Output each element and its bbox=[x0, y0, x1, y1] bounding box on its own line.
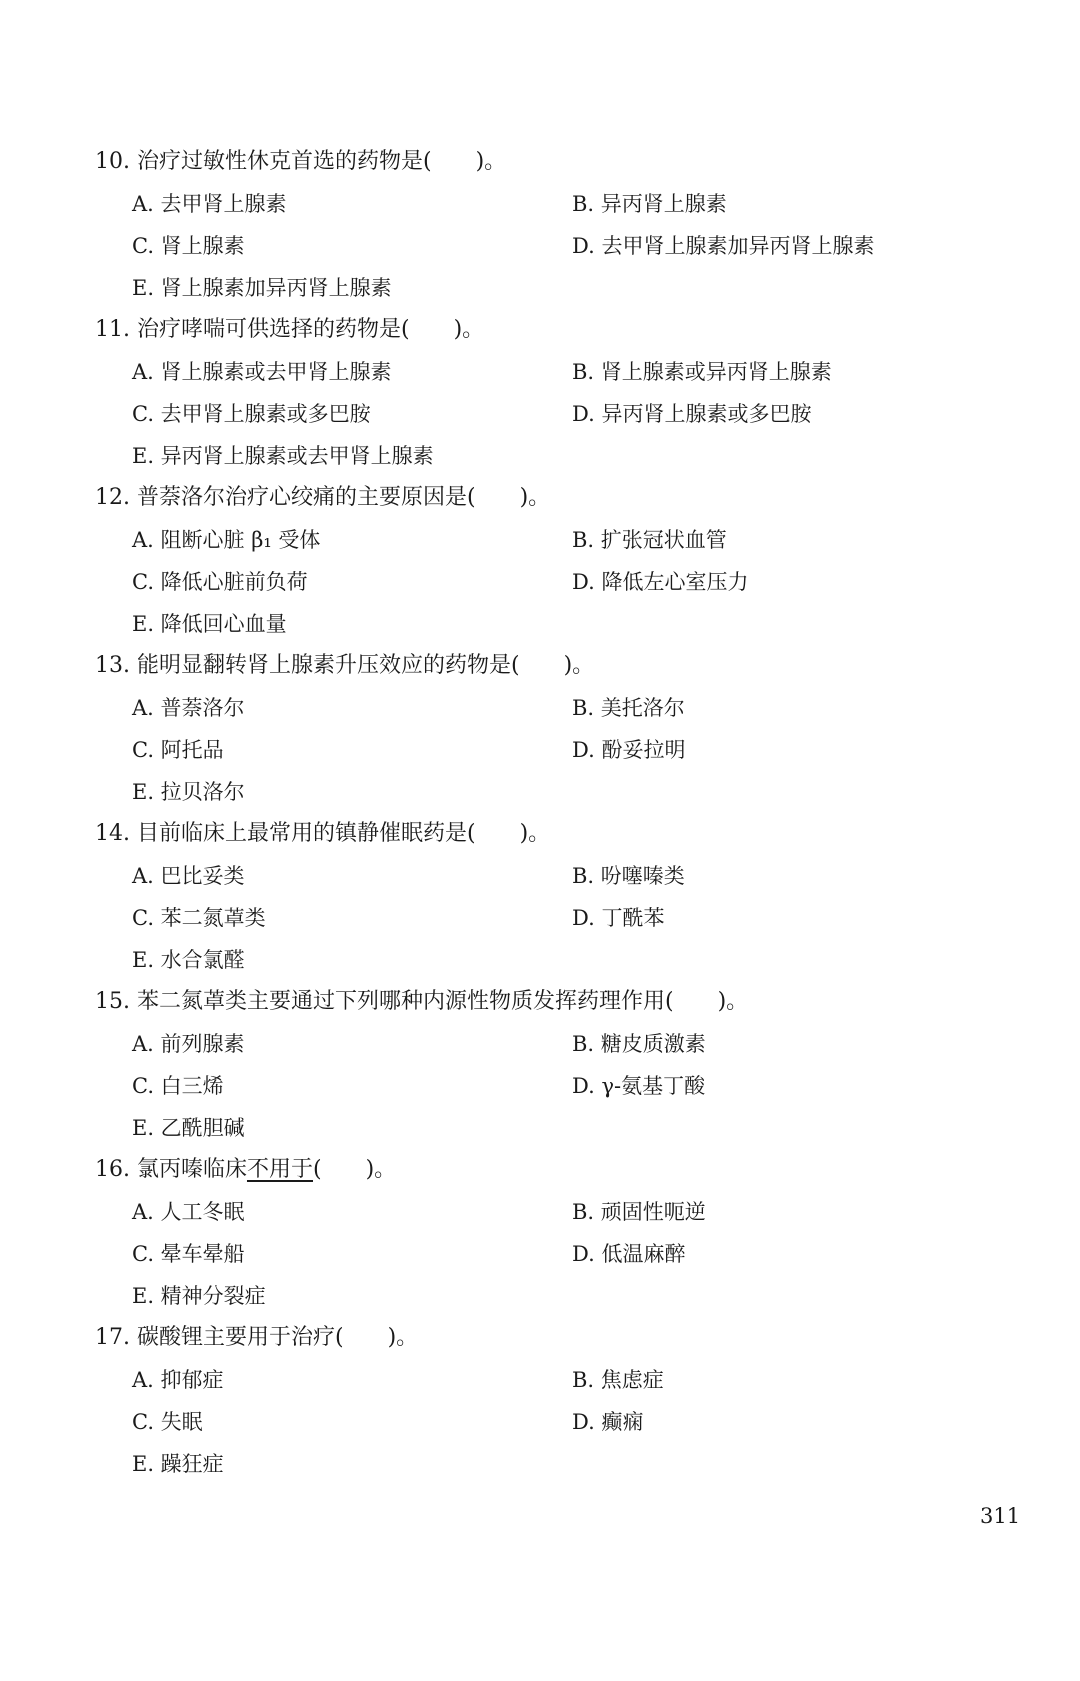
option-e: E. 降低回心血量 bbox=[132, 612, 287, 636]
option-c: C. 阿托品 bbox=[132, 738, 224, 762]
option-b: B. 扩张冠状血管 bbox=[572, 528, 727, 552]
option-e: E. 水合氯醛 bbox=[132, 948, 245, 972]
option-c: C. 苯二氮䓬类 bbox=[132, 906, 266, 930]
option-c: C. 降低心脏前负荷 bbox=[132, 570, 308, 594]
question-stem: 14. 目前临床上最常用的镇静催眠药是( )。 bbox=[95, 821, 551, 846]
options-group bbox=[95, 1029, 995, 1155]
options-group bbox=[95, 1197, 995, 1323]
option-d: D. 低温麻醉 bbox=[572, 1242, 686, 1266]
option-c: C. 晕车晕船 bbox=[132, 1242, 245, 1266]
question-stem: 17. 碳酸锂主要用于治疗( )。 bbox=[95, 1325, 419, 1350]
options-group bbox=[95, 861, 995, 987]
question-stem: 11. 治疗哮喘可供选择的药物是( )。 bbox=[95, 317, 485, 342]
stem-suffix: ( )。 bbox=[313, 1157, 397, 1182]
option-b: B. 焦虑症 bbox=[572, 1368, 664, 1392]
option-e: E. 精神分裂症 bbox=[132, 1284, 266, 1308]
option-b: B. 肾上腺素或异丙肾上腺素 bbox=[572, 360, 832, 384]
options-group bbox=[95, 693, 995, 819]
option-e: E. 躁狂症 bbox=[132, 1452, 224, 1476]
question-stem bbox=[95, 1155, 995, 1197]
question-stem: 10. 治疗过敏性休克首选的药物是( )。 bbox=[95, 149, 507, 174]
option-a: A. 巴比妥类 bbox=[132, 864, 245, 888]
option-a: A. 阻断心脏 β₁ 受体 bbox=[132, 528, 321, 552]
option-a: A. 抑郁症 bbox=[132, 1368, 224, 1392]
options-group bbox=[95, 189, 995, 315]
options-group bbox=[95, 525, 995, 651]
question-15 bbox=[95, 987, 995, 1155]
option-a: A. 普萘洛尔 bbox=[132, 696, 245, 720]
option-d: D. 异丙肾上腺素或多巴胺 bbox=[572, 402, 812, 426]
option-a: A. 去甲肾上腺素 bbox=[132, 192, 287, 216]
question-10 bbox=[95, 147, 995, 315]
question-stem: 12. 普萘洛尔治疗心绞痛的主要原因是( )。 bbox=[95, 485, 551, 510]
page-number: 311 bbox=[980, 1504, 1021, 1528]
stem-prefix: 16. 氯丙嗪临床 bbox=[95, 1157, 247, 1182]
option-d: D. 降低左心室压力 bbox=[572, 570, 749, 594]
question-stem: 13. 能明显翻转肾上腺素升压效应的药物是( )。 bbox=[95, 653, 595, 678]
question-stem: 15. 苯二氮䓬类主要通过下列哪种内源性物质发挥药理作用( )。 bbox=[95, 989, 749, 1014]
option-c: C. 白三烯 bbox=[132, 1074, 224, 1098]
question-17 bbox=[95, 1323, 995, 1491]
option-b: B. 顽固性呃逆 bbox=[572, 1200, 706, 1224]
question-16 bbox=[95, 1155, 995, 1323]
option-c: C. 去甲肾上腺素或多巴胺 bbox=[132, 402, 371, 426]
option-a: A. 人工冬眠 bbox=[132, 1200, 245, 1224]
option-b: B. 糖皮质激素 bbox=[572, 1032, 706, 1056]
option-c: C. 肾上腺素 bbox=[132, 234, 245, 258]
option-c: C. 失眠 bbox=[132, 1410, 203, 1434]
option-b: B. 吩噻嗪类 bbox=[572, 864, 685, 888]
question-11 bbox=[95, 315, 995, 483]
question-12 bbox=[95, 483, 995, 651]
options-group bbox=[95, 1365, 995, 1491]
option-d: D. 丁酰苯 bbox=[572, 906, 665, 930]
question-13 bbox=[95, 651, 995, 819]
options-group bbox=[95, 357, 995, 483]
option-d: D. 癫痫 bbox=[572, 1410, 644, 1434]
option-e: E. 肾上腺素加异丙肾上腺素 bbox=[132, 276, 392, 300]
option-b: B. 异丙肾上腺素 bbox=[572, 192, 727, 216]
option-a: A. 肾上腺素或去甲肾上腺素 bbox=[132, 360, 392, 384]
option-e: E. 乙酰胆碱 bbox=[132, 1116, 245, 1140]
option-d: D. 去甲肾上腺素加异丙肾上腺素 bbox=[572, 234, 875, 258]
stem-emphasis: 不用于 bbox=[246, 1157, 313, 1182]
option-a: A. 前列腺素 bbox=[132, 1032, 245, 1056]
option-e: E. 拉贝洛尔 bbox=[132, 780, 245, 804]
option-d: D. 酚妥拉明 bbox=[572, 738, 686, 762]
question-14 bbox=[95, 819, 995, 987]
option-b: B. 美托洛尔 bbox=[572, 696, 685, 720]
option-e: E. 异丙肾上腺素或去甲肾上腺素 bbox=[132, 444, 434, 468]
option-d: D. γ-氨基丁酸 bbox=[572, 1074, 706, 1098]
